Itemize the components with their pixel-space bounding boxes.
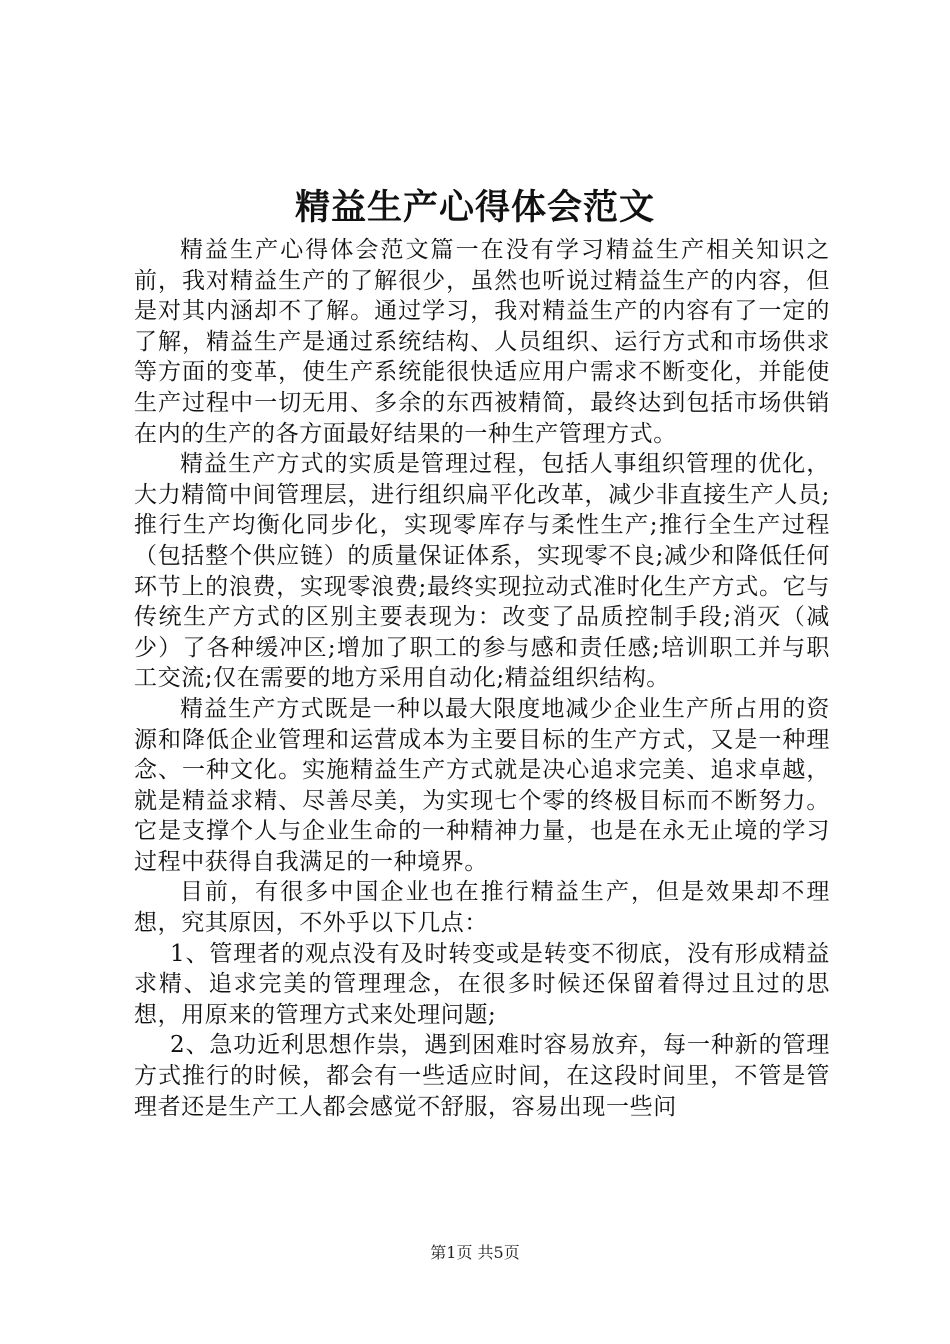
paragraph-essence: 精益生产方式的实质是管理过程，包括人事组织管理的优化，大力精简中间管理层，进行组织扁平化改革，减少非直接生产人员;推行生产均衡化同步化，实现零库存与柔性生产;推行全生产过程（包括整个供应链）的质量保证体系，实现零不良;减少和降低任何环节上的浪费，实现零浪费;最终实现拉动式准时化生产方式。它与传统生产方式的区别主要表现为：改变了品质控制手段;消灭（减少）了各种缓冲区;增加了职工的参与感和责任感;培训职工并与职工交流;仅在需要的地方采用自动化;精益组织结构。: [134, 451, 830, 692]
document-title: 精益生产心得体会范文: [294, 187, 655, 228]
paragraph-current-status: 目前，有很多中国企业也在推行精益生产，但是效果却不理想，究其原因，不外乎以下几点：: [134, 879, 830, 937]
paragraph-philosophy: 精益生产方式既是一种以最大限度地减少企业生产所占用的资源和降低企业管理和运营成本为主要目标的生产方式，又是一种理念、一种文化。实施精益生产方式就是决心追求完美、追求卓越，就是精益求精、尽善尽美，为实现七个零的终极目标而不断努力。它是支撑个人与企业生命的一种精神力量，也是在永无止境的学习过程中获得自我满足的一种境界。: [134, 695, 830, 875]
document-body: [134, 235, 830, 1122]
paragraph-intro: 精益生产心得体会范文篇一在没有学习精益生产相关知识之前，我对精益生产的了解很少，虽然也听说过精益生产的内容，但是对其内涵却不了解。通过学习，我对精益生产的内容有了一定的了解，精益生产是通过系统结构、人员组织、运行方式和市场供求等方面的变革，使生产系统能很快适应用户需求不断变化，并能使生产过程中一切无用、多余的东西被精简，最终达到包括市场供销在内的生产的各方面最好结果的一种生产管理方式。: [134, 237, 830, 447]
list-item-reason-1: 1、管理者的观点没有及时转变或是转变不彻底，没有形成精益求精、追求完美的管理理念，在很多时候还保留着得过且过的思想，用原来的管理方式来处理问题;: [134, 940, 830, 1028]
page-footer: 第1页 共5页: [430, 1243, 520, 1262]
list-item-reason-2: 2、急功近利思想作祟，遇到困难时容易放弃，每一种新的管理方式推行的时候，都会有一些适应时间，在这段时间里，不管是管理者还是生产工人都会感觉不舒服，容易出现一些问: [134, 1032, 830, 1120]
